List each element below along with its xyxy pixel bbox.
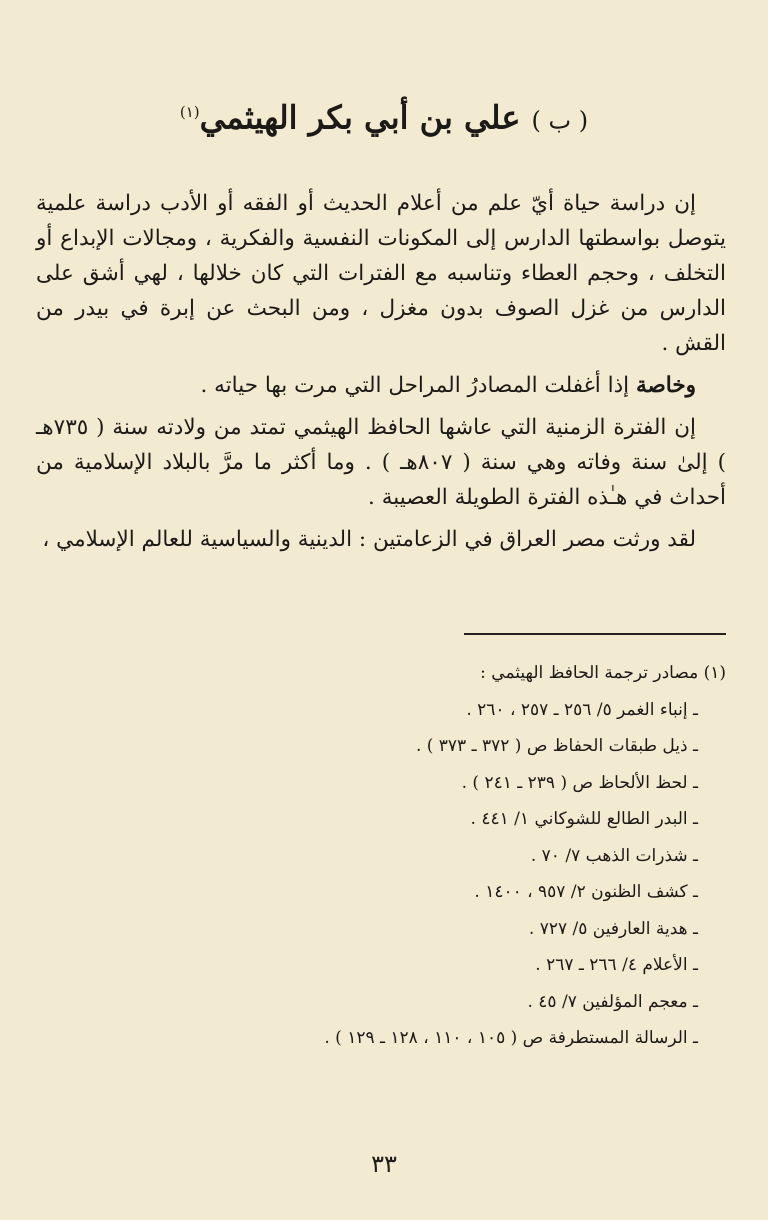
footnote-reference: (١)	[179, 103, 200, 121]
footnote-item: ـ لحظ الألحاظ ص ( ٢٣٩ ـ ٢٤١ ) .	[461, 772, 698, 793]
footnote-item: ـ إنباء الغمر ٥/ ٢٥٦ ـ ٢٥٧ ، ٢٦٠ .	[466, 699, 698, 720]
footnote-item: ـ الأعلام ٤/ ٢٦٦ ـ ٢٦٧ .	[535, 955, 698, 975]
section-title: علي بن أبي بكر الهيثمي	[199, 98, 521, 137]
paragraph: إن الفترة الزمنية التي عاشها الحافظ الهيثمي تمتد من ولادته سنة ( ٧٣٥هـ ) إلىٰ سنة وفاته وهي سنة ( ٨٠٧هـ ) . وما أكثر ما مرَّ بالبلاد الإسلامية من أحداث في هـٰذه الفترة الطويلة العصيبة .	[36, 415, 726, 510]
footnote-list	[36, 692, 726, 1057]
section-marker: ( ب )	[531, 106, 589, 135]
footnote-item: ـ معجم المؤلفين ٧/ ٤٥ .	[527, 991, 698, 1012]
page-number: ٣٣	[371, 1150, 397, 1178]
footnote-item: ـ الرسالة المستطرفة ص ( ١٠٥ ، ١١٠ ، ١٢٨ ـ ١٢٩ ) .	[324, 1028, 698, 1048]
section-heading	[0, 88, 768, 145]
footnote-item: ـ كشف الظنون ٢/ ٩٥٧ ، ١٤٠٠ .	[474, 882, 698, 902]
footnote-item: ـ شذرات الذهب ٧/ ٧٠ .	[530, 845, 698, 866]
paragraph: إن دراسة حياة أيّ علم من أعلام الحديث أو الفقه أو الأدب دراسة علمية يتوصل بواسطتها الدارس إلى المكونات النفسية والفكرية ، ومجالات الإبداع أو التخلف ، وحجم العطاء وتناسبه مع الفترات التي كان خلالها ، لهي أشق على الدارس من غزل الصوف بدون مغزل ، ومن البحث عن إبرة في بيدر من القش .	[36, 191, 726, 356]
footnote-title: (١) مصادر ترجمة الحافظ الهيثمي :	[480, 663, 726, 683]
body-text	[36, 186, 726, 564]
footnote-divider	[464, 633, 726, 635]
footnote-item: ـ البدر الطالع للشوكاني ١/ ٤٤١ .	[470, 809, 698, 829]
footnote-item: ـ هدية العارفين ٥/ ٧٢٧ .	[528, 918, 698, 939]
paragraph: لقد ورثت مصر العراق في الزعامتين : الدينية والسياسية للعالم الإسلامي ،	[42, 527, 696, 552]
paragraph-lead-word: وخاصة	[635, 373, 696, 398]
footnotes	[36, 655, 726, 1057]
footnote-item: ـ ذيل طبقات الحفاظ ص ( ٣٧٢ ـ ٣٧٣ ) .	[415, 736, 698, 756]
paragraph: وخاصة إذا أغفلت المصادرُ المراحل التي مرت بها حياته .	[200, 373, 696, 398]
